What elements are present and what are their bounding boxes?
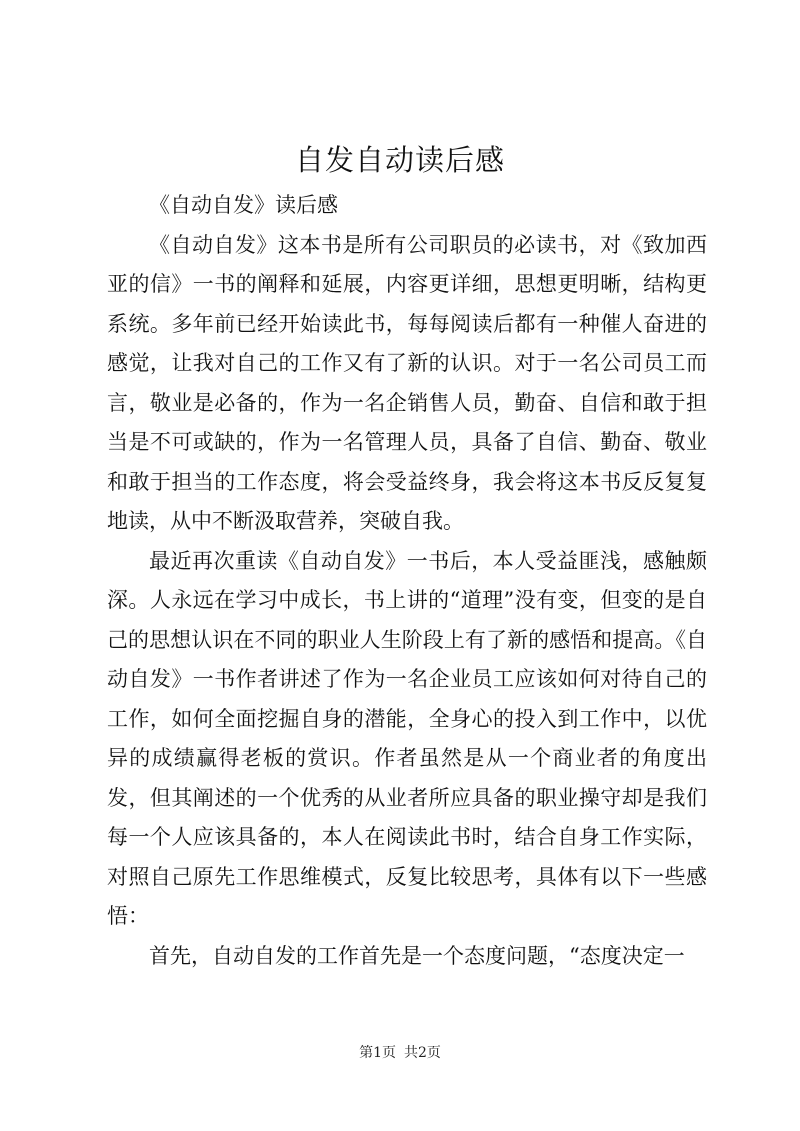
document-body: [107, 186, 707, 976]
page-number: 第1页: [359, 1045, 396, 1061]
paragraph-1: 《自动自发》这本书是所有公司职员的必读书，对《致加西亚的信》一书的阐释和延展，内容更详细，思想更明晰，结构更系统。多年前已经开始读此书，每每阅读后都有一种催人奋进的感觉，让我对自己的工作又有了新的认识。对于一名公司员工而言，敬业是必备的，作为一名企销售人员，勤奋、自信和敢于担当是不可或缺的，作为一名管理人员，具备了自信、勤奋、敬业和敢于担当的工作态度，将会受益终身，我会将这本书反反复复地读，从中不断汲取营养，突破自我。: [107, 232, 707, 533]
document-subtitle: 《自动自发》读后感: [149, 193, 338, 217]
paragraph-3: 首先，自动自发的工作首先是一个态度问题，“态度决定一: [149, 943, 685, 968]
page-footer: [0, 1043, 800, 1063]
document-title: 自发自动读后感: [294, 143, 505, 177]
paragraph-2: 最近再次重读《自动自发》一书后，本人受益匪浅，感触颇深。人永远在学习中成长，书上讲的“道理”没有变，但变的是自己的思想认识在不同的职业人生阶段上有了新的感悟和提高。《自动自发》一书作者讲述了作为一名企业员工应该如何对待自己的工作，如何全面挖掘自身的潜能，全身心的投入到工作中，以优异的成绩赢得老板的赏识。作者虽然是从一个商业者的角度出发，但其阐述的一个优秀的从业者所应具备的职业操守却是我们每一个人应该具备的，本人在阅读此书时，结合自身工作实际，对照自己原先工作思维模式，反复比较思考，具体有以下一些感悟：: [107, 548, 707, 928]
page-total: 共2页: [404, 1045, 441, 1061]
